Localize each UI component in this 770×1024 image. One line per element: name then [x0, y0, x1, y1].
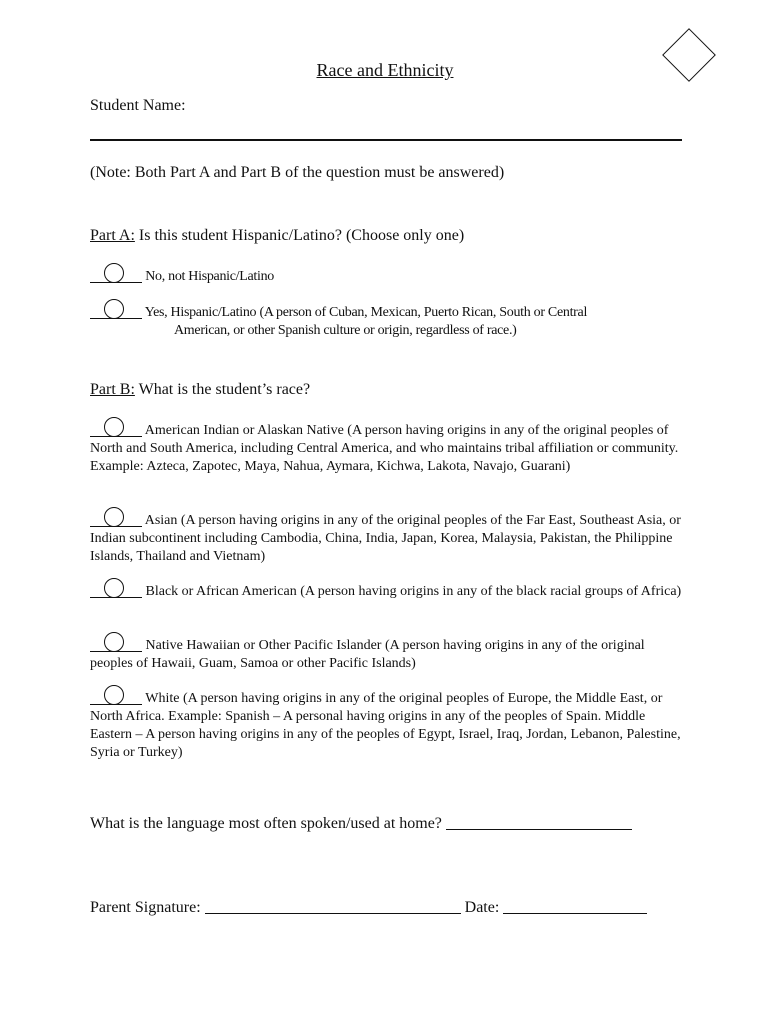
- language-question: [90, 815, 632, 833]
- radio-circle-icon[interactable]: [104, 263, 124, 283]
- student-name-field[interactable]: [90, 139, 682, 141]
- student-name-label: Student Name:: [90, 97, 186, 114]
- signature-row: [90, 899, 647, 917]
- date-label: Date:: [460, 899, 504, 916]
- option-not-hispanic: [90, 267, 685, 286]
- language-field[interactable]: [446, 815, 632, 830]
- radio-circle-icon[interactable]: [104, 632, 124, 652]
- option-blank: [90, 636, 142, 652]
- option-label: Yes, Hispanic/Latino (A person of Cuban, Mexican, Puerto Rican, South or Central: [144, 305, 588, 320]
- part-a-label: Part A:: [90, 227, 135, 244]
- parent-signature-field[interactable]: [205, 899, 461, 914]
- radio-circle-icon[interactable]: [104, 685, 124, 705]
- radio-circle-icon[interactable]: [104, 578, 124, 598]
- part-b-label: Part B:: [90, 381, 135, 398]
- part-b-question-text: What is the student’s race?: [134, 381, 311, 398]
- option-label: American Indian or Alaskan Native (A person having origins in any of the original peoples of North and South America, including Central America, and who maintains tribal affiliation or community. Example: Azteca, Zapotec, Maya, Nahua, Aymara, Kichwa, Lakota, Navajo, Guarani): [90, 423, 679, 474]
- option-white: [90, 689, 685, 762]
- language-label: What is the language most often spoken/used at home?: [90, 815, 446, 832]
- option-label: Black or African American (A person having origins in any of the black racial groups of Africa): [145, 584, 682, 599]
- date-field[interactable]: [503, 899, 647, 914]
- option-hispanic: [90, 303, 685, 340]
- option-label: White (A person having origins in any of the original peoples of Europe, the Middle East, or North Africa. Example: Spanish – A personal having origins in any of the peoples of Spain. Middle Eastern – A person having origins in any of the peoples of Egypt, Israel, Iraq, Jordan, Lebanon, Palestine, Syria or Turkey): [90, 691, 681, 760]
- option-blank: [90, 421, 142, 437]
- option-blank: [90, 511, 142, 527]
- option-american-indian: [90, 421, 685, 476]
- option-black: [90, 582, 685, 601]
- option-asian: [90, 511, 685, 566]
- option-pacific-islander: [90, 636, 685, 673]
- radio-circle-icon[interactable]: [104, 507, 124, 527]
- option-label: Asian (A person having origins in any of the original peoples of the Far East, Southeast Asia, or Indian subcontinent including Cambodia, China, India, Japan, Korea, Malaysia, Pakistan, the Philippine Islands, Thailand and Vietnam): [90, 513, 681, 564]
- option-blank: [90, 582, 142, 598]
- form-title: Race and Ethnicity: [316, 60, 454, 80]
- option-blank: [90, 267, 142, 283]
- option-label-continuation: American, or other Spanish culture or origin, regardless of race.): [174, 323, 517, 338]
- option-label: No, not Hispanic/Latino: [145, 269, 275, 284]
- radio-circle-icon[interactable]: [104, 417, 124, 437]
- note-text: (Note: Both Part A and Part B of the question must be answered): [90, 164, 505, 181]
- part-b-question: [90, 381, 310, 399]
- option-blank: [90, 689, 142, 705]
- option-label: Native Hawaiian or Other Pacific Islander (A person having origins in any of the original peoples of Hawaii, Guam, Samoa or other Pacific Islands): [90, 638, 645, 671]
- radio-circle-icon[interactable]: [104, 299, 124, 319]
- part-a-question: [90, 227, 464, 245]
- parent-signature-label: Parent Signature:: [90, 899, 205, 916]
- part-a-question-text: Is this student Hispanic/Latino? (Choose only one): [134, 227, 465, 244]
- option-blank: [90, 303, 142, 319]
